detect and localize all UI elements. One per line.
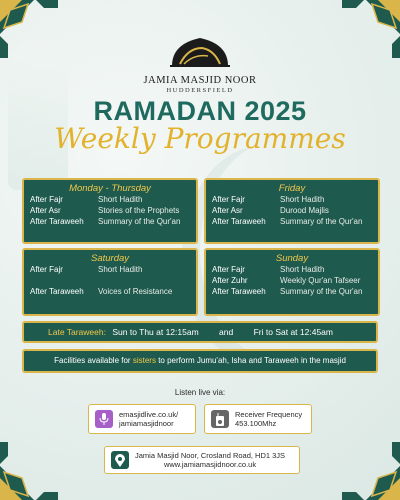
program-label: Short Hadith (280, 265, 325, 274)
online-stream-link[interactable] (88, 404, 196, 434)
radio-frequency-box (204, 404, 312, 434)
schedule-row (206, 286, 378, 297)
schedule-row (206, 194, 378, 205)
online-line2: jamiamasjidnoor (119, 419, 174, 428)
time-label: After Asr (30, 206, 61, 215)
late-taraweeh-label: Late Taraweeh: (48, 327, 106, 337)
late-taraweeh-bar (22, 321, 378, 343)
facilities-prefix: Facilities available for (54, 356, 131, 365)
card-heading: Saturday (90, 253, 130, 264)
program-label: Summary of the Qur'an (280, 287, 363, 296)
masjid-logo (0, 34, 400, 94)
time-label: After Taraweeh (212, 217, 266, 226)
online-stream-text (119, 410, 178, 428)
schedule-row (24, 264, 196, 275)
time-label: After Fajr (30, 195, 63, 204)
logo-name: JAMIA MASJID NOOR (143, 75, 257, 86)
program-label: Durood Majlis (280, 206, 329, 215)
facilities-suffix: to perform Jumu'ah, Isha and Taraweeh in the masjid (158, 356, 346, 365)
address-box[interactable] (104, 446, 300, 474)
program-label: Summary of the Qur'an (98, 217, 181, 226)
address-text (135, 451, 285, 469)
corner-ornament-icon (342, 442, 400, 500)
time-label: After Fajr (30, 265, 63, 274)
card-mon-thu (22, 178, 198, 244)
card-heading: Monday - Thursday (69, 183, 151, 194)
radio-text (235, 410, 302, 428)
radio-line2: 453.100Mhz (235, 419, 277, 428)
schedule-row (206, 264, 378, 275)
schedule-row (24, 194, 196, 205)
program-label: Summary of the Qur'an (280, 217, 363, 226)
time-label: After Fajr (212, 195, 245, 204)
address-website[interactable]: www.jamiamasjidnoor.co.uk (163, 460, 257, 469)
card-sunday (204, 248, 380, 316)
schedule-row (206, 216, 378, 227)
listen-label: Listen live via: (174, 388, 226, 397)
card-friday (204, 178, 380, 244)
schedule-row (24, 205, 196, 216)
location-pin-icon (111, 451, 129, 469)
time-label: After Fajr (212, 265, 245, 274)
schedule-row (24, 286, 196, 297)
facilities-bar (22, 349, 378, 373)
title-weekly-programmes: Weekly Programmes (54, 122, 346, 155)
card-saturday (22, 248, 198, 316)
schedule-row (206, 205, 378, 216)
facilities-highlight: sisters (132, 356, 156, 365)
card-heading: Friday (278, 183, 306, 194)
late-taraweeh-weekday: Sun to Thu at 12:15am (112, 327, 199, 337)
program-label: Short Hadith (98, 195, 143, 204)
corner-ornament-icon (0, 442, 58, 500)
program-label: Short Hadith (280, 195, 325, 204)
radio-receiver-icon (211, 410, 229, 428)
time-label: After Taraweeh (212, 287, 266, 296)
card-heading: Sunday (275, 253, 309, 264)
online-line1: emasjidlive.co.uk/ (119, 410, 179, 419)
program-label: Weekly Qur'an Tafseer (280, 276, 361, 285)
mosque-dome-icon (168, 34, 232, 68)
time-label: After Asr (212, 206, 243, 215)
late-taraweeh-and: and (219, 327, 234, 337)
program-label: Stories of the Prophets (98, 206, 180, 215)
time-label: After Zuhr (212, 276, 248, 285)
title-ramadan: RAMADAN 2025 (93, 96, 307, 126)
program-label: Voices of Resistance (98, 287, 173, 296)
time-label: After Taraweeh (30, 217, 84, 226)
logo-city: HUDDERSFIELD (166, 87, 234, 94)
address-line1: Jamia Masjid Noor, Crosland Road, HD1 3JS (135, 451, 286, 460)
late-taraweeh-weekend: Fri to Sat at 12:45am (253, 327, 333, 337)
time-label: After Taraweeh (30, 287, 84, 296)
program-label: Short Hadith (98, 265, 143, 274)
radio-line1: Receiver Frequency (235, 410, 303, 419)
schedule-row (24, 216, 196, 227)
mic-icon (95, 410, 113, 428)
schedule-row (206, 275, 378, 286)
